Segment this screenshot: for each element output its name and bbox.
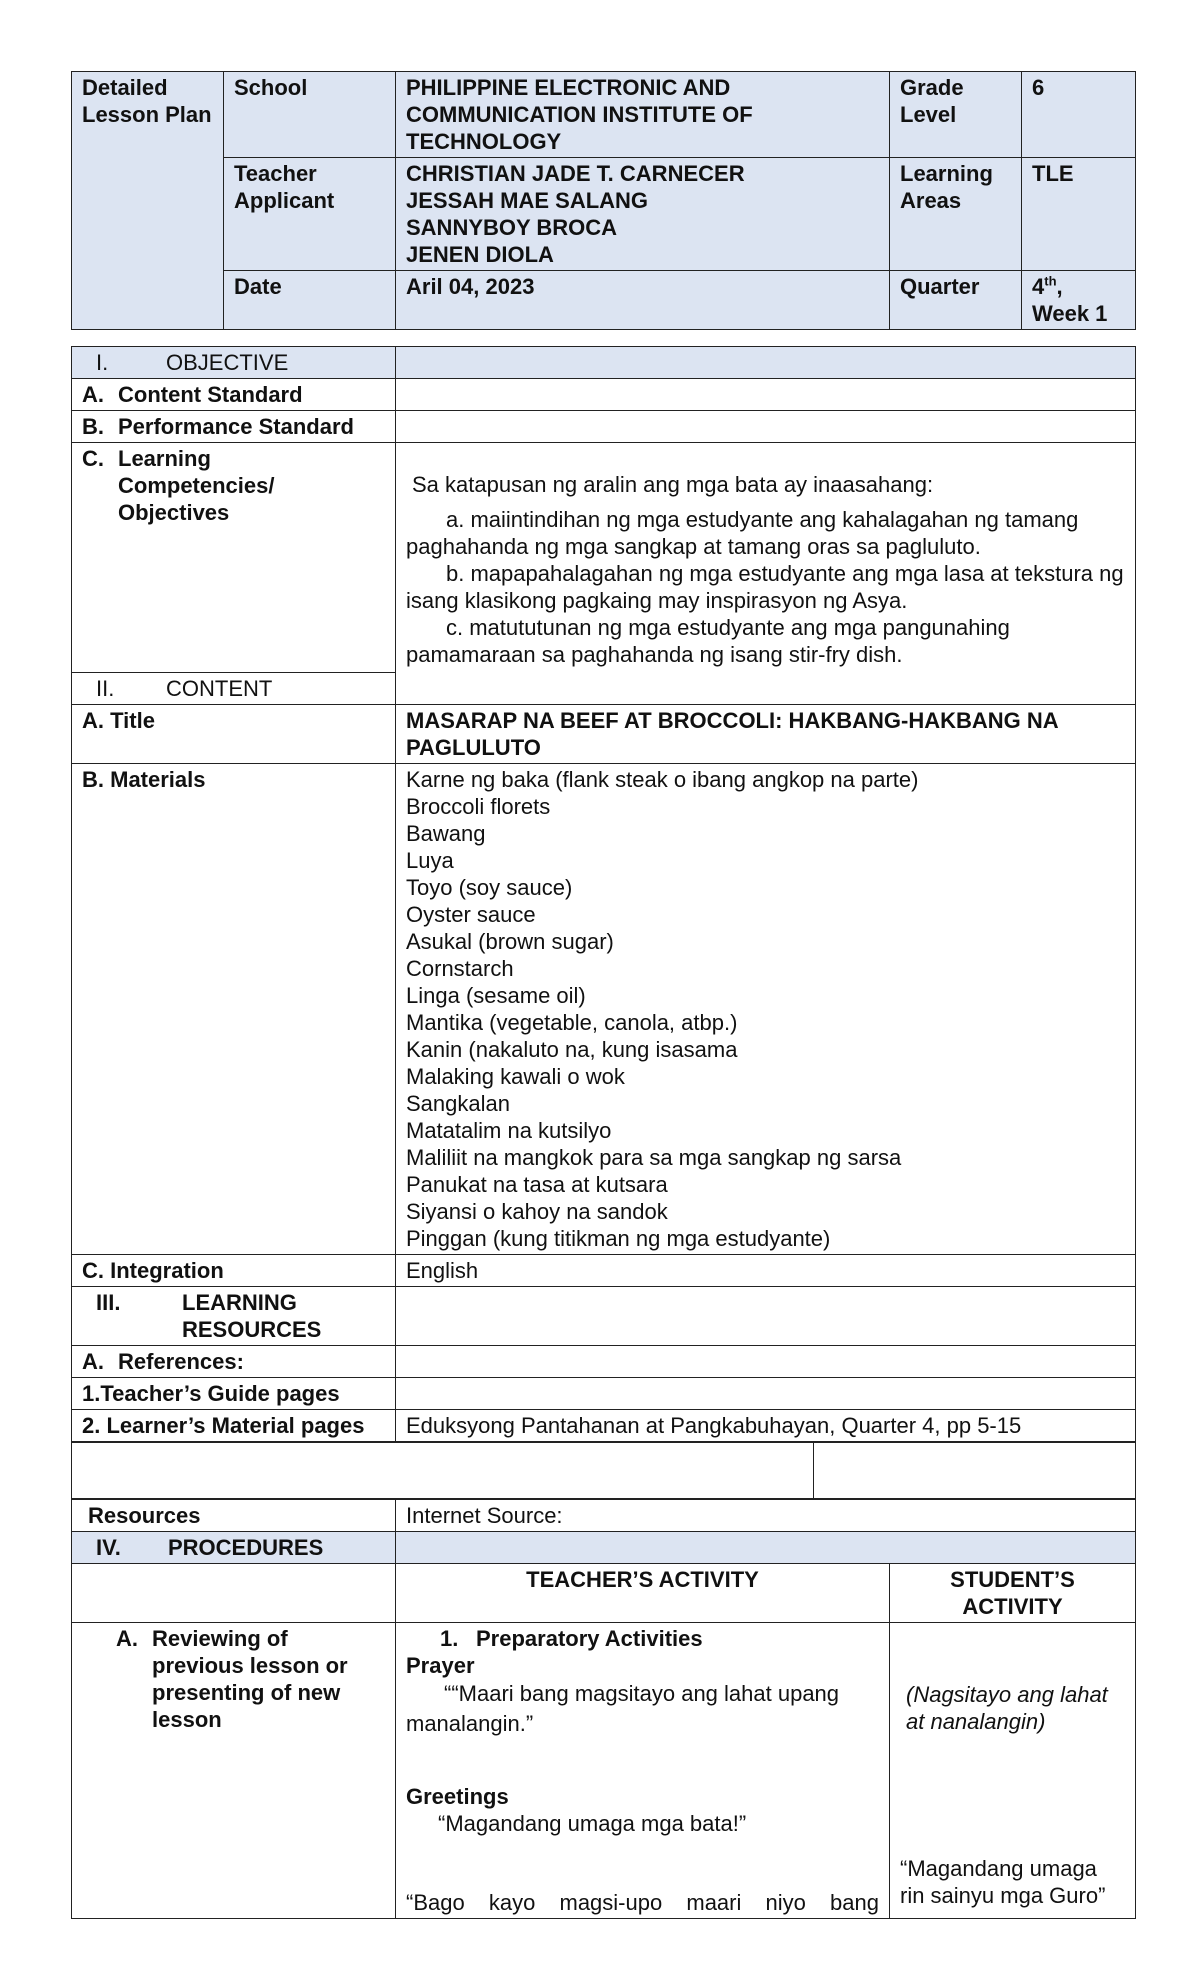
lesson-table [71,346,1136,1442]
areas-value: TLE [1022,158,1136,271]
material-item: Maliliit na mangkok para sa mga sangkap ng sarsa [406,1145,902,1170]
teacher-name: SANNYBOY BROCA [406,215,618,240]
material-item: Oyster sauce [406,902,536,927]
step-a-label: Reviewing of previous lesson or presenting of new lesson [152,1626,348,1732]
spacer-table [71,1442,1136,1499]
teacher-activity-cell [396,1623,890,1919]
materials-row [72,764,1136,1255]
teacher-names [396,158,890,271]
objective-title: OBJECTIVE [166,350,289,375]
learners-material-label: 2. Learner’s Material pages [72,1410,396,1442]
objective-item: a. maiintindihan ng mga estudyante ang kahalagahan ng tamang paghahanda ng mga sangkap at tamang oras sa pagluluto. [406,507,1079,559]
content-standard-row [72,379,1136,411]
references-label: References: [118,1349,244,1374]
title-value: MASARAP NA BEEF AT BROCCOLI: HAKBANG-HAKBANG NA PAGLULUTO [396,705,1136,764]
school-value: PHILIPPINE ELECTRONIC AND COMMUNICATION INSTITUTE OF TECHNOLOGY [396,72,890,158]
greetings-label: Greetings [406,1784,509,1809]
header-row-date [72,271,1136,330]
prep-title: Preparatory Activities [476,1626,703,1651]
prayer-text: ““Maari bang magsitayo ang lahat upang manalangin.” [406,1681,840,1736]
date-label: Date [224,271,396,330]
objective-item: b. mapapahalagahan ng mga estudyante ang mga lasa at tekstura ng isang klasikong pagkaing may inspirasyon ng Asya. [406,561,1124,613]
prayer-response: (Nagsitayo ang lahat at nanalangin) [906,1682,1108,1734]
step-a-letter: A. [116,1626,138,1651]
objective-item: c. matututunan ng mga estudyante ang mga pangunahing pamamaraan sa paghahanda ng isang stir-fry dish. [406,615,1010,667]
student-activity-header: STUDENT’S ACTIVITY [890,1564,1136,1623]
material-item: Pinggan (kung titikman ng mga estudyante) [406,1226,831,1251]
greetings-response: “Magandang umaga rin sainyu mga Guro” [900,1856,1106,1908]
resources-title: LEARNING RESOURCES [182,1290,322,1342]
resources-heading [72,1287,396,1346]
material-item: Matatalim na kutsilyo [406,1118,612,1143]
material-item: Kanin (nakaluto na, kung isasama [406,1037,738,1062]
competencies-row [72,443,1136,673]
material-item: Luya [406,848,454,873]
integration-row [72,1255,1136,1287]
material-item: Cornstarch [406,956,514,981]
integration-value: English [396,1255,1136,1287]
prayer-label: Prayer [406,1653,475,1678]
date-value: Aril 04, 2023 [396,271,890,330]
content-heading [72,673,396,705]
material-item: Siyansi o kahoy na sandok [406,1199,668,1224]
areas-label: Learning Areas [890,158,1022,271]
step-a-row [72,1623,1136,1919]
resources-value: Internet Source: [396,1500,1136,1532]
teachers-guide-row [72,1378,1136,1410]
references-letter: A. [82,1349,104,1374]
materials-label: B. Materials [72,764,396,1255]
performance-standard-label: Performance Standard [118,414,354,439]
teachers-guide-label: 1.Teacher’s Guide pages [72,1378,396,1410]
quarter-label: Quarter [890,271,1022,330]
objective-heading-row [72,347,1136,379]
resources-heading-row [72,1287,1136,1346]
material-item: Panukat na tasa at kutsara [406,1172,668,1197]
integration-label: C. Integration [72,1255,396,1287]
material-item: Malaking kawali o wok [406,1064,625,1089]
resources-numeral: III. [96,1290,121,1315]
teacher-activity-header: TEACHER’S ACTIVITY [396,1564,890,1623]
materials-list [396,764,1136,1255]
content-numeral: II. [96,676,115,701]
next-instruction: “Bago kayo magsi-upo maari niyo bang [406,1890,879,1915]
prep-number: 1. [440,1626,459,1651]
material-item: Toyo (soy sauce) [406,875,573,900]
grade-value: 6 [1022,72,1136,158]
title-label: A. Title [72,705,396,764]
quarter-number: 4 [1032,274,1045,299]
competencies-label: Learning Competencies/ Objectives [118,446,275,525]
quarter-week: , Week 1 [1032,274,1108,326]
resources-row [72,1500,1136,1532]
quarter-value [1022,271,1136,330]
material-item: Linga (sesame oil) [406,983,586,1008]
grade-label: Grade Level [890,72,1022,158]
header-table [71,71,1136,330]
header-row-school [72,72,1136,158]
title-row [72,705,1136,764]
objective-heading [72,347,396,379]
procedures-heading [72,1532,396,1564]
content-standard-letter: A. [82,382,104,407]
content-title: CONTENT [166,676,273,701]
teacher-name: JENEN DIOLA [406,242,554,267]
material-item: Mantika (vegetable, canola, atbp.) [406,1010,738,1035]
procedures-title: PROCEDURES [168,1535,324,1560]
student-activity-cell [890,1623,1136,1919]
material-item: Sangkalan [406,1091,510,1116]
references-row [72,1346,1136,1378]
objectives-cell [396,443,1136,705]
teacher-name: CHRISTIAN JADE T. CARNECER [406,161,745,186]
material-item: Karne ng baka (flank steak o ibang angkop na parte) [406,767,919,792]
objectives-intro: Sa katapusan ng aralin ang mga bata ay inaasahang: [412,472,934,497]
procedures-heading-row [72,1532,1136,1564]
teacher-label: Teacher Applicant [224,158,396,271]
activity-header-row [72,1564,1136,1623]
dlp-label: Detailed Lesson Plan [72,72,224,330]
content-standard-label: Content Standard [118,382,303,407]
material-item: Asukal (brown sugar) [406,929,614,954]
competencies-letter: C. [82,446,104,471]
procedures-numeral: IV. [96,1535,121,1560]
learners-material-value: Eduksyong Pantahanan at Pangkabuhayan, Quarter 4, pp 5-15 [396,1410,1136,1442]
objective-numeral: I. [96,350,109,375]
quarter-suffix: th [1044,273,1057,289]
school-label: School [224,72,396,158]
resources-label: Resources [72,1500,396,1532]
performance-standard-letter: B. [82,414,104,439]
procedures-table [71,1499,1136,1919]
material-item: Broccoli florets [406,794,551,819]
teacher-name: JESSAH MAE SALANG [406,188,649,213]
header-row-teacher [72,158,1136,271]
material-item: Bawang [406,821,486,846]
greetings-text: “Magandang umaga mga bata!” [438,1811,747,1836]
learners-material-row [72,1410,1136,1442]
performance-standard-row [72,411,1136,443]
